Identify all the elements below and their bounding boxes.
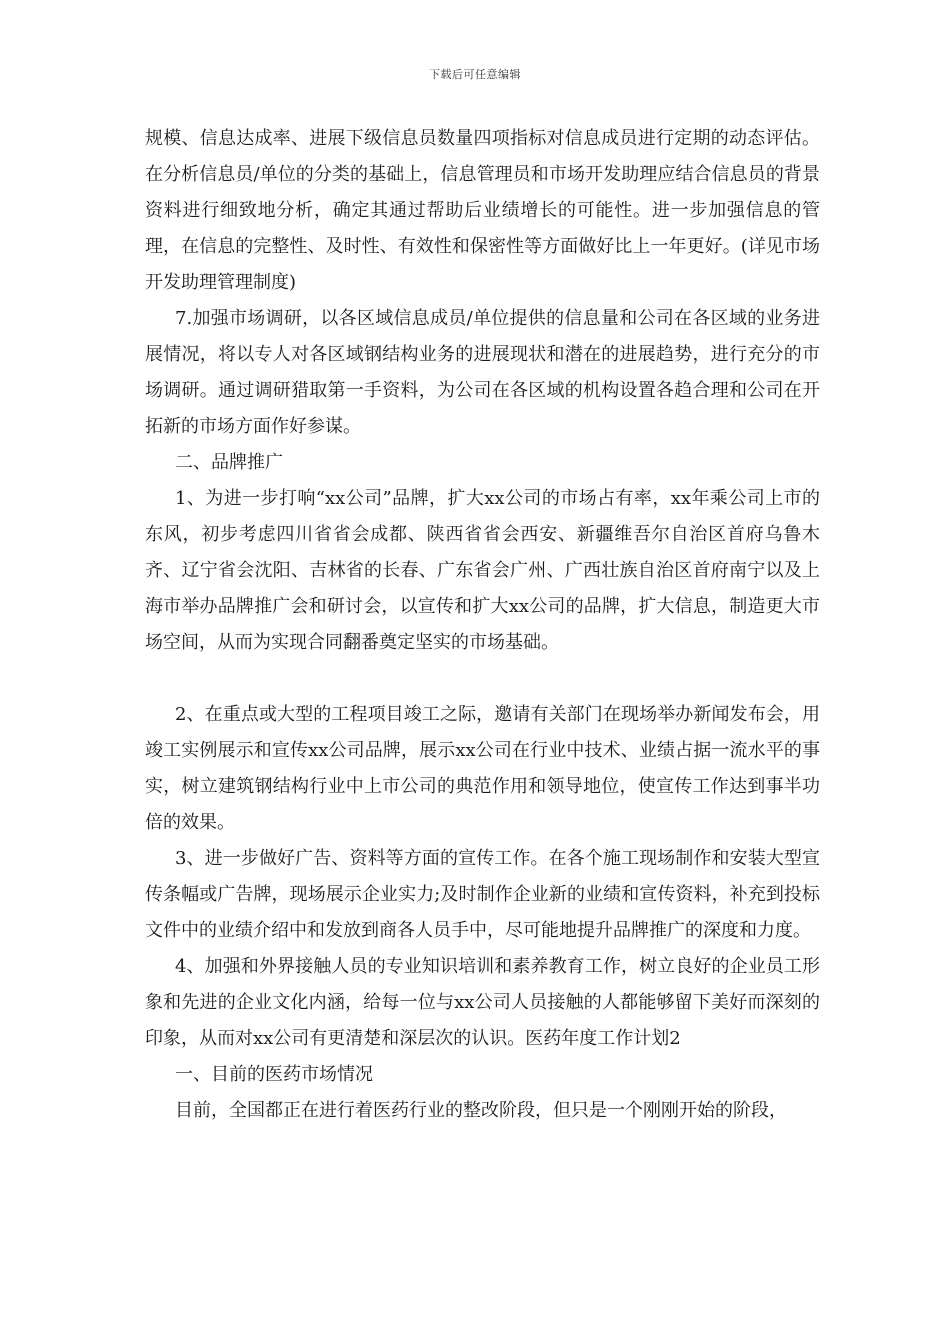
paragraph-market-situation: 目前，全国都正在进行着医药行业的整改阶段，但只是一个刚刚开始的阶段，	[175, 1100, 787, 1121]
paragraph-brand-item-4: 4、加强和外界接触人员的专业知识培训和素养教育工作，树立良好的企业员工形象和先进的企业文化内涵，给每一位与xx公司人员接触的人都能够留下美好而深刻的印象，从而对xx公司有更清楚和深层次的认识。医药年度工作计划2	[145, 956, 820, 1049]
section-heading-brand-promotion: 二、品牌推广	[175, 452, 283, 473]
section-heading-market-situation: 一、目前的医药市场情况	[175, 1064, 373, 1085]
paragraph-brand-item-1: 1、为进一步打响“xx公司”品牌，扩大xx公司的市场占有率，xx年乘公司上市的东风，初步考虑四川省省会成都、陕西省省会西安、新疆维吾尔自治区首府乌鲁木齐、辽宁省会沈阳、吉林省的长春、广东省会广州、广西壮族自治区首府南宁以及上海市举办品牌推广会和研讨会，以宣传和扩大xx公司的品牌，扩大信息，制造更大市场空间，从而为实现合同翻番奠定坚实的市场基础。	[145, 488, 820, 653]
page-header: 下载后可任意编辑	[429, 68, 521, 81]
paragraph-market-research: 7.加强市场调研，以各区域信息成员/单位提供的信息量和公司在各区域的业务进展情况，将以专人对各区域钢结构业务的进展现状和潜在的进展趋势，进行充分的市场调研。通过调研猎取第一手资料，为公司在各区域的机构设置各趋合理和公司在开拓新的市场方面作好参谋。	[145, 308, 820, 437]
paragraph-info-evaluation: 规模、信息达成率、进展下级信息员数量四项指标对信息成员进行定期的动态评估。在分析信息员/单位的分类的基础上，信息管理员和市场开发助理应结合信息员的背景资料进行细致地分析，确定其通过帮助后业绩增长的可能性。进一步加强信息的管理，在信息的完整性、及时性、有效性和保密性等方面做好比上一年更好。(详见市场开发助理管理制度)	[145, 128, 820, 293]
document-body	[145, 121, 820, 1129]
paragraph-brand-item-3: 3、进一步做好广告、资料等方面的宣传工作。在各个施工现场制作和安装大型宣传条幅或广告牌，现场展示企业实力;及时制作企业新的业绩和宣传资料，补充到投标文件中的业绩介绍中和发放到商各人员手中，尽可能地提升品牌推广的深度和力度。	[145, 848, 820, 941]
paragraph-brand-item-2: 2、在重点或大型的工程项目竣工之际，邀请有关部门在现场举办新闻发布会，用竣工实例展示和宣传xx公司品牌，展示xx公司在行业中技术、业绩占据一流水平的事实，树立建筑钢结构行业中上市公司的典范作用和领导地位，使宣传工作达到事半功倍的效果。	[145, 704, 820, 833]
